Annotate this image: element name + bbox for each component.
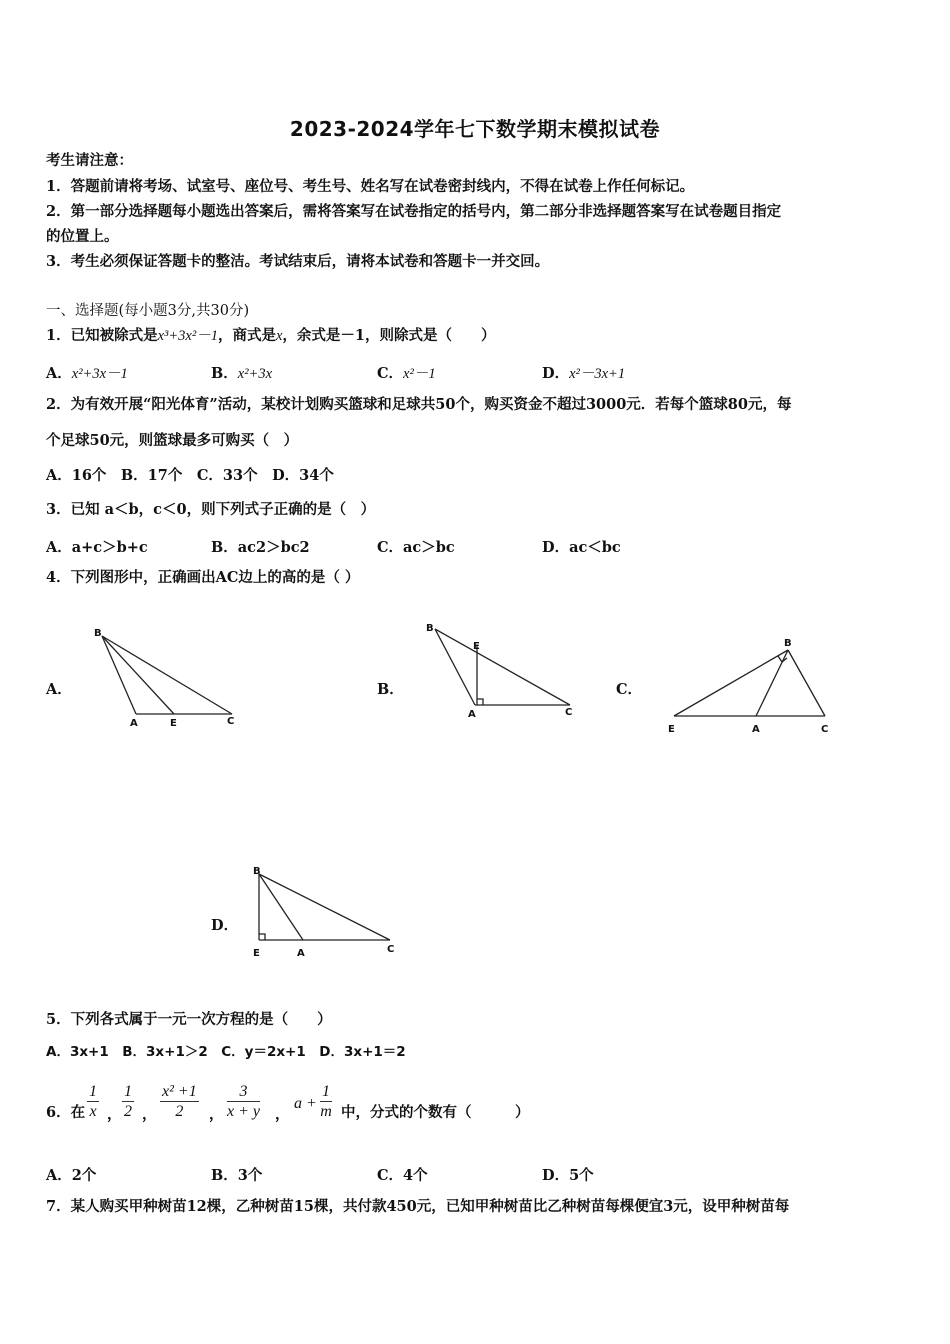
q3-option-d: D．ac＜bc [542,539,621,556]
question-2-line-2: 个足球50元，则篮球最多可购买（ ） [46,432,299,449]
q6-prefix: 6．在 [46,1104,86,1121]
notice-item-2-cont: 的位置上。 [46,228,119,245]
q3-option-c: C．ac＞bc [377,539,455,556]
q4-label-c: C． [616,681,643,698]
fraction-x2-plus-1-over-2: $\frac{\text{x² +1}}{2}$ [162,1083,197,1120]
q6-option-a: A．2个 [46,1167,97,1184]
notice-item-1: 1．答题前请将考场、试室号、座位号、考生号、姓名写在试卷密封线内，不得在试卷上作任何标记。 [46,178,695,195]
q1-option-b: B．x²+3x [211,365,273,382]
q6-suffix: 中，分式的个数有（ ） [341,1104,530,1121]
q2-options: A．16个 B．17个 C．33个 D．34个 [46,467,334,484]
q6-option-c: C．4个 [377,1167,428,1184]
q1-quotient: x [275,328,283,344]
q6-comma: ， [107,1106,122,1123]
vertex-label-b: B [426,623,434,634]
vertex-label-e: E [473,641,480,652]
page-title: 2023-2024学年七下数学期末模拟试卷 [289,117,661,141]
question-5: 5．下列各式属于一元一次方程的是（ ） [46,1011,332,1028]
vertex-label-c: C [227,716,235,727]
vertex-label-c: C [387,944,395,955]
notice-heading: 考生请注意： [46,152,133,169]
triangle-figure-d [245,860,410,965]
notice-item-3: 3．考生必须保证答题卡的整洁。考试结束后，请将本试卷和答题卡一并交回。 [46,253,550,270]
q1-text-2: ，商式是 [217,327,276,344]
q4-label-d: D． [211,917,239,934]
q6-option-b: B．3个 [211,1167,263,1184]
vertex-label-a: A [468,709,476,720]
vertex-label-a: A [752,724,760,735]
q6-a-plus: a + [294,1095,317,1112]
vertex-label-b: B [94,628,102,639]
vertex-label-e: E [668,724,675,735]
q1-text-1: 1．已知被除式是 [46,327,158,344]
vertex-label-a: A [297,948,305,959]
fraction-1-over-x: $\frac{1}{x}$ [89,1083,97,1120]
question-7-line-1: 7．某人购买甲种树苗12棵，乙种树苗15棵，共付款450元，已知甲种树苗比乙种树苗每棵便宜3元，设甲种树苗每 [46,1198,790,1215]
q1-option-a: A．x²+3x－1 [46,365,128,382]
fraction-3-over-x-plus-y: $\frac{3}{x + y}$ [227,1083,260,1120]
q6-option-d: D．5个 [542,1167,594,1184]
question-2-line-1: 2．为有效开展“阳光体育”活动，某校计划购买篮球和足球共50个，购买资金不超过3000元．若每个篮球80元，每 [46,396,792,413]
q4-label-b: B． [377,681,404,698]
question-1 [46,326,495,346]
q6-comma: ， [275,1106,290,1123]
vertex-label-e: E [170,718,177,729]
q1-text-3: ，余式是－1，则除式是（ ） [282,327,496,344]
q1-option-c: C．x²－1 [377,365,436,382]
q3-option-b: B．ac2＞bc2 [211,539,310,556]
vertex-label-e: E [253,948,260,959]
vertex-label-c: C [821,724,829,735]
section-heading: 一、选择题(每小题3分,共30分) [46,303,250,319]
question-4: 4．下列图形中，正确画出AC边上的高的是（ ） [46,569,360,586]
triangle-figure-a [90,622,250,732]
vertex-label-a: A [130,718,138,729]
q6-comma: ， [209,1106,224,1123]
question-3: 3．已知 a＜b，c＜0，则下列式子正确的是（ ） [46,501,376,518]
triangle-figure-c [660,628,840,738]
q4-label-a: A． [46,681,72,698]
q1-dividend: x³+3x²－1 [157,328,218,344]
q1-option-d: D．x²－3x+1 [542,365,626,382]
q5-options: A．3x+1 B．3x+1＞2 C．y＝2x+1 D．3x+1＝2 [46,1044,406,1060]
q6-comma: ， [142,1106,157,1123]
fraction-1-over-m: $\frac{1}{m}$ [320,1083,332,1120]
vertex-label-b: B [784,638,792,649]
vertex-label-c: C [565,707,573,718]
vertex-label-b: B [253,866,261,877]
fraction-1-over-2: $\frac{1}{2}$ [124,1083,132,1120]
triangle-figure-b [420,615,590,725]
q3-option-a: A．a+c＞b+c [46,539,148,556]
notice-item-2: 2．第一部分选择题每小题选出答案后，需将答案写在试卷指定的括号内，第二部分非选择题答案写在试卷题目指定 [46,203,782,220]
